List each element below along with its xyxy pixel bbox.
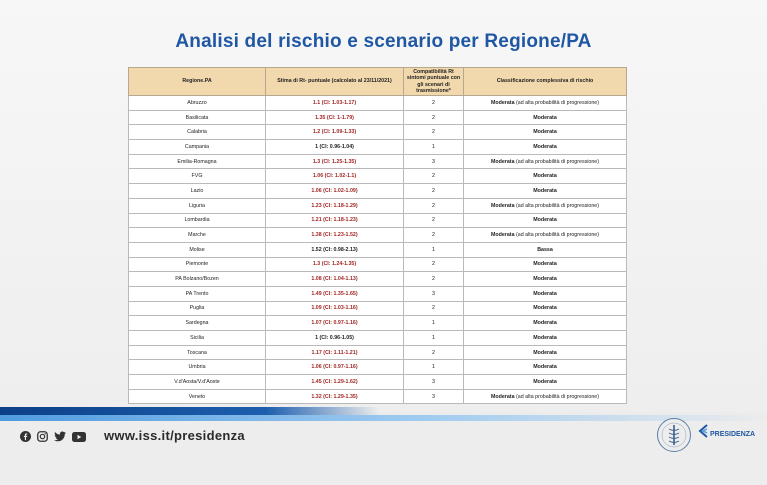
cell-regione: Campania [129,140,266,155]
cell-stima-rt: 1.52 (CI: 0.98-2.13) [266,242,404,257]
table-row [129,228,627,243]
cell-stima-rt: 1.32 (CI: 1.29-1.35) [266,389,404,404]
cell-classificazione [464,257,627,272]
table-row [129,286,627,301]
cell-scenario: 2 [404,184,464,199]
table-body [129,96,627,404]
cell-regione: Molise [129,242,266,257]
cell-regione: Veneto [129,389,266,404]
cell-scenario: 2 [404,198,464,213]
cell-stima-rt: 1.3 (CI: 1.24-1.35) [266,257,404,272]
cell-scenario: 2 [404,272,464,287]
table-row [129,345,627,360]
cell-classificazione [464,154,627,169]
risk-level: Moderata [490,158,515,165]
cell-regione: Abruzzo [129,96,266,111]
table-row [129,375,627,390]
cell-scenario: 2 [404,301,464,316]
cell-regione: Piemonte [129,257,266,272]
risk-note: (ad alta probabilità di progressione) [514,393,600,400]
risk-note: (ad alta probabilità di progressione) [514,202,600,209]
table-row [129,125,627,140]
cell-stima-rt: 1.06 (CI: 1.02-1.09) [266,184,404,199]
cell-regione: V.d'Aosta/V.d'Aoste [129,375,266,390]
facebook-icon[interactable] [20,429,31,447]
cell-classificazione [464,242,627,257]
cell-scenario: 1 [404,360,464,375]
youtube-icon[interactable] [72,429,86,447]
website-url[interactable]: www.iss.it/presidenza [104,428,245,443]
cell-scenario: 3 [404,286,464,301]
table-row [129,301,627,316]
table-row [129,140,627,155]
cell-classificazione [464,316,627,331]
cell-scenario: 2 [404,228,464,243]
cell-classificazione [464,198,627,213]
cell-classificazione [464,125,627,140]
cell-regione: Lazio [129,184,266,199]
cell-stima-rt: 1.07 (CI: 0.97-1.16) [266,316,404,331]
risk-level: Bassa [537,246,553,253]
risk-level: Moderata [490,99,515,106]
cell-stima-rt: 1.1 (CI: 1.03-1.17) [266,96,404,111]
slide-title: Analisi del rischio e scenario per Regione/PA [175,31,592,52]
header-regione: Regione.PA [129,68,266,96]
presidenza-logo-icon [698,424,708,438]
cell-stima-rt: 1.09 (CI: 1.03-1.16) [266,301,404,316]
table-row [129,198,627,213]
table-row [129,331,627,346]
cell-scenario: 2 [404,213,464,228]
cell-regione: Sardegna [129,316,266,331]
cell-scenario: 1 [404,331,464,346]
cell-regione: Puglia [129,301,266,316]
cell-classificazione [464,375,627,390]
cell-classificazione [464,345,627,360]
decorative-band-dark [0,407,380,415]
risk-level: Moderata [533,129,557,136]
table-row [129,242,627,257]
instagram-icon[interactable] [37,429,48,447]
cell-stima-rt: 1.35 (CI: 1-1.79) [266,110,404,125]
table-row [129,272,627,287]
cell-stima-rt: 1.3 (CI: 1.25-1.35) [266,154,404,169]
risk-level: Moderata [533,276,557,283]
header-stima-rt: Stima di Rt- puntuale (calcolato al 23/11/2021) [266,68,404,96]
table-row [129,389,627,404]
cell-scenario: 2 [404,257,464,272]
table-row [129,316,627,331]
cell-classificazione [464,169,627,184]
risk-level: Moderata [533,114,557,121]
risk-level: Moderata [533,143,557,150]
cell-classificazione [464,110,627,125]
cell-stima-rt: 1.21 (CI: 1.18-1.23) [266,213,404,228]
table-row [129,110,627,125]
risk-note: (ad alta probabilità di progressione) [514,99,600,106]
header-classificazione: Classificazione complessiva di rischio [464,68,627,96]
cell-classificazione [464,331,627,346]
cell-scenario: 2 [404,96,464,111]
cell-scenario: 2 [404,110,464,125]
cell-stima-rt: 1 (CI: 0.96-1.04) [266,140,404,155]
iss-seal-logo [656,417,692,453]
risk-level: Moderata [533,334,557,341]
cell-regione: Liguria [129,198,266,213]
risk-level: Moderata [533,364,557,371]
cell-classificazione [464,301,627,316]
risk-level: Moderata [533,187,557,194]
cell-regione: Basilicata [129,110,266,125]
risk-level: Moderata [533,261,557,268]
table-row [129,257,627,272]
cell-scenario: 2 [404,169,464,184]
cell-scenario: 1 [404,242,464,257]
cell-stima-rt: 1.49 (CI: 1.35-1.65) [266,286,404,301]
cell-regione: Umbria [129,360,266,375]
risk-level: Moderata [533,305,557,312]
risk-level: Moderata [490,393,515,400]
table-row [129,213,627,228]
risk-level: Moderata [490,232,515,239]
cell-stima-rt: 1.08 (CI: 1.04-1.13) [266,272,404,287]
risk-level: Moderata [533,320,557,327]
cell-classificazione [464,140,627,155]
risk-table [128,67,627,404]
table-row [129,360,627,375]
cell-stima-rt: 1.2 (CI: 1.09-1.33) [266,125,404,140]
risk-level: Moderata [533,217,557,224]
cell-scenario: 2 [404,345,464,360]
cell-stima-rt: 1.38 (CI: 1.23-1.52) [266,228,404,243]
cell-regione: Toscana [129,345,266,360]
risk-note: (ad alta probabilità di progressione) [514,232,600,239]
cell-scenario: 2 [404,125,464,140]
table-row [129,96,627,111]
cell-regione: FVG [129,169,266,184]
cell-classificazione [464,228,627,243]
presidenza-label: PRESIDENZA [710,431,756,438]
cell-regione: Emilia-Romagna [129,154,266,169]
risk-level: Moderata [533,173,557,180]
cell-stima-rt: 1.06 (CI: 0.97-1.16) [266,360,404,375]
cell-scenario: 1 [404,316,464,331]
cell-regione: PA Trento [129,286,266,301]
cell-classificazione [464,360,627,375]
cell-regione: Marche [129,228,266,243]
cell-classificazione [464,96,627,111]
risk-level: Moderata [533,349,557,356]
cell-classificazione [464,213,627,228]
cell-scenario: 1 [404,140,464,155]
header-compatibilita: Compatibilità Rt sintomi puntuale con gli scenari di trasmissione* [404,68,464,96]
cell-regione: PA Bolzano/Bozen [129,272,266,287]
cell-stima-rt: 1 (CI: 0.96-1.05) [266,331,404,346]
cell-regione: Sicilia [129,331,266,346]
cell-classificazione [464,389,627,404]
cell-classificazione [464,184,627,199]
table-row [129,184,627,199]
cell-scenario: 3 [404,389,464,404]
cell-classificazione [464,272,627,287]
table-row [129,154,627,169]
cell-stima-rt: 1.45 (CI: 1.29-1.62) [266,375,404,390]
table-header-row [129,68,627,96]
twitter-icon[interactable] [54,429,66,447]
risk-level: Moderata [533,290,557,297]
cell-stima-rt: 1.17 (CI: 1.11-1.21) [266,345,404,360]
cell-regione: Calabria [129,125,266,140]
social-icons [20,429,86,447]
risk-level: Moderata [490,202,515,209]
cell-scenario: 3 [404,154,464,169]
risk-level: Moderata [533,378,557,385]
table-row [129,169,627,184]
cell-regione: Lombardia [129,213,266,228]
cell-scenario: 3 [404,375,464,390]
cell-classificazione [464,286,627,301]
cell-stima-rt: 1.23 (CI: 1.18-1.29) [266,198,404,213]
cell-stima-rt: 1.06 (CI: 1.02-1.1) [266,169,404,184]
risk-note: (ad alta probabilità di progressione) [514,158,600,165]
